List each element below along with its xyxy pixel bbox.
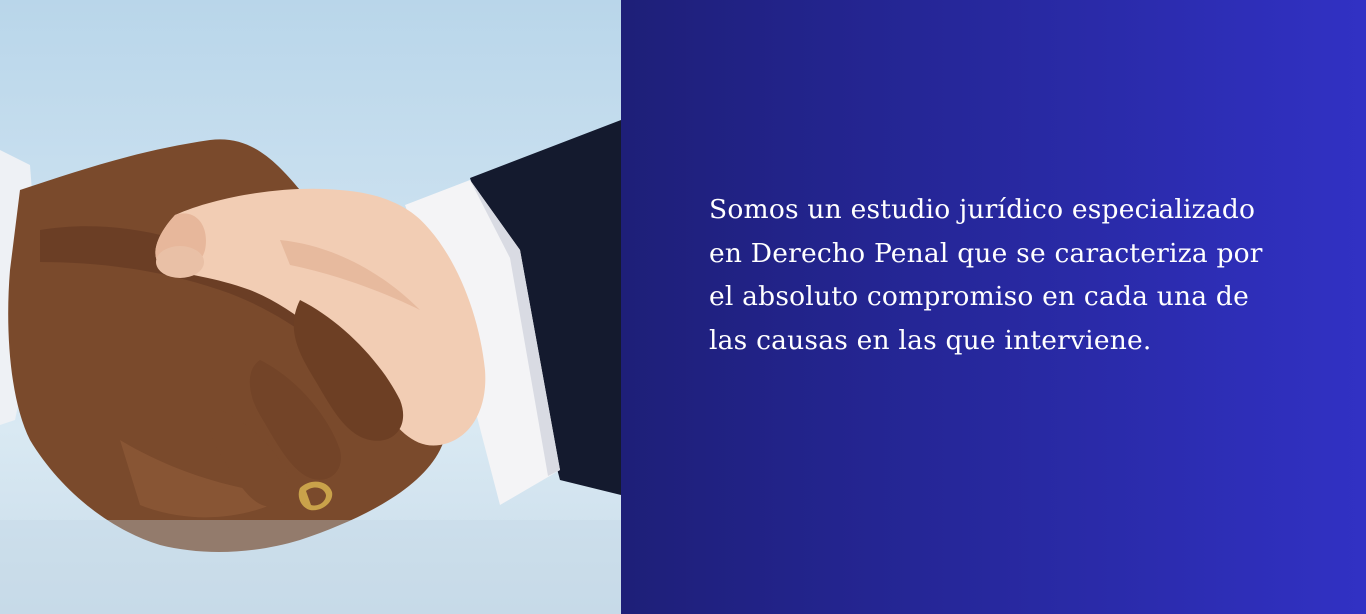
handshake-illustration xyxy=(0,0,621,614)
intro-panel xyxy=(621,0,1366,614)
handshake-image xyxy=(0,0,621,614)
intro-paragraph: Somos un estudio jurídico especializado en Derecho Penal que se caracteriza por el absoluto compromiso en cada una de las causas en las que interviene. xyxy=(709,194,1263,356)
